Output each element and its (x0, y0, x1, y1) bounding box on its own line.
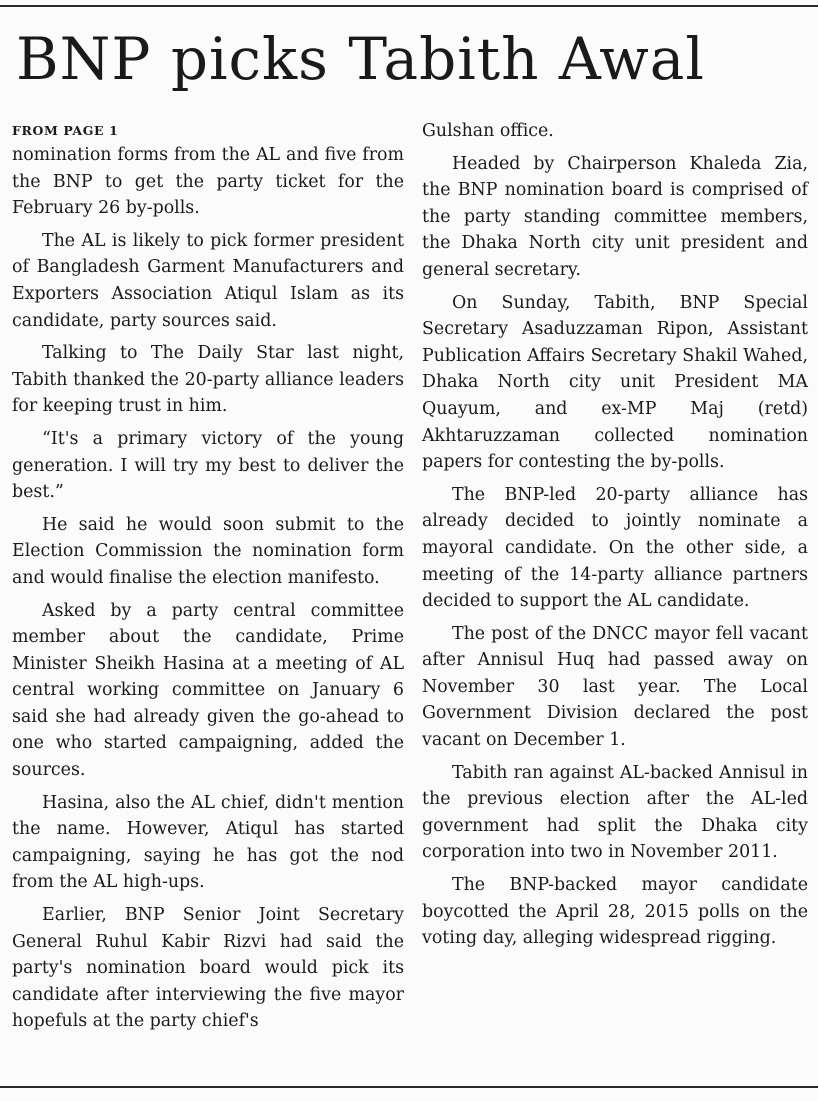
paragraph: Headed by Chairperson Khaleda Zia, the BNP nomination board is comprised of the party standing committee members, the Dhaka North city unit president and general secretary. (422, 153, 808, 280)
bottom-rule (0, 1086, 818, 1088)
paragraph: The BNP-led 20-party alliance has already decided to jointly nominate a mayoral candidate. On the other side, a meeting of the 14-party alliance partners decided to support the AL candidate. (422, 484, 808, 612)
paragraph: The post of the DNCC mayor fell vacant after Annisul Huq had passed away on November 30 last year. The Local Government Division declared the post vacant on December 1. (422, 623, 808, 751)
paragraph: On Sunday, Tabith, BNP Special Secretary Asaduzzaman Ripon, Assistant Publication Affairs Secretary Shakil Wahed, Dhaka North city unit President MA Quayum, and ex-MP Maj (retd) Akhtaruzzaman collected nomination papers for contesting the by-polls. (422, 292, 808, 473)
paragraph: Asked by a party central committee member about the candidate, Prime Minister Sheikh Hasina at a meeting of AL central working committee on January 6 said she had already given the go-ahead to one who started campaigning, added the sources. (12, 600, 404, 781)
paragraph: Earlier, BNP Senior Joint Secretary General Ruhul Kabir Rizvi had said the party's nomination board would pick its candidate after interviewing the five mayor hopefuls at the party chief's (12, 905, 404, 1032)
paragraph: Talking to The Daily Star last night, Tabith thanked the 20-party alliance leaders for keeping trust in him. (12, 343, 404, 417)
right-column (422, 118, 808, 952)
paragraph: “It's a primary victory of the young generation. I will try my best to deliver the best.” (12, 428, 404, 503)
paragraph: The AL is likely to pick former president of Bangladesh Garment Manufacturers and Exporters Association Atiqul Islam as its candidate, party sources said. (12, 230, 404, 331)
jump-label: FROM PAGE 1 (12, 123, 119, 138)
left-column (12, 118, 404, 1035)
paragraph: Gulshan office. (422, 121, 554, 141)
paragraph: The BNP-backed mayor candidate boycotted the April 28, 2015 polls on the voting day, alleging widespread rigging. (422, 875, 808, 949)
paragraph: Hasina, also the AL chief, didn't mention the name. However, Atiqul has started campaigning, saying he has got the nod from the AL high-ups. (12, 792, 404, 893)
paragraph: nomination forms from the AL and five from the BNP to get the party ticket for the February 26 by-polls. (12, 145, 404, 219)
top-rule (0, 5, 818, 7)
paragraph: He said he would soon submit to the Election Commission the nomination form and would finalise the election manifesto. (12, 514, 404, 588)
paragraph: Tabith ran against AL-backed Annisul in the previous election after the AL-led government had split the Dhaka city corporation into two in November 2011. (422, 762, 808, 863)
headline: BNP picks Tabith Awal (16, 25, 705, 93)
